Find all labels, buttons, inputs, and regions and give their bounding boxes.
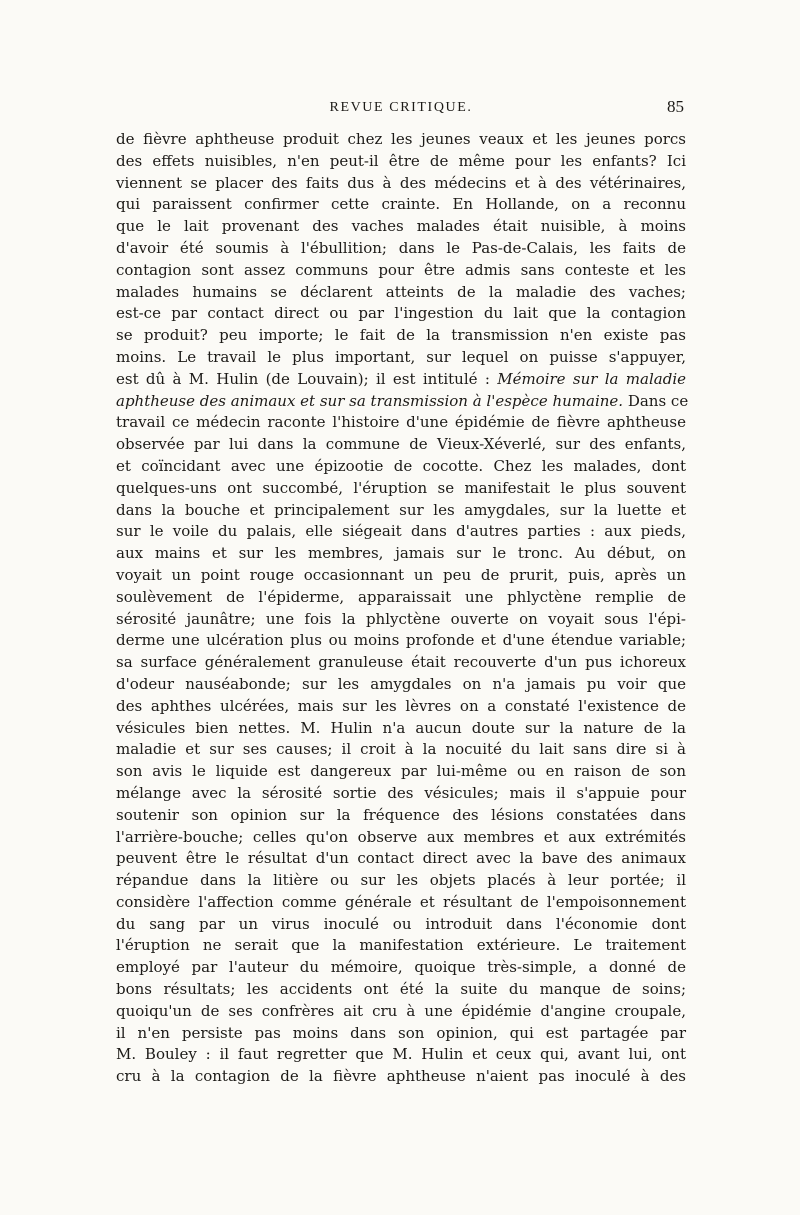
running-head (118, 97, 684, 122)
text-line (116, 718, 686, 740)
text-line (116, 914, 686, 936)
text-line (116, 979, 686, 1001)
text-segment: répandue dans la litière ou sur les objets placés à leur portée; il (116, 871, 686, 890)
text-line (116, 935, 686, 957)
running-title: REVUE CRITIQUE. (329, 100, 473, 115)
text-segment: quelques-uns ont succombé, l'éruption se manifestait le plus souvent (116, 478, 686, 497)
text-line (116, 827, 686, 849)
text-line (116, 260, 686, 282)
text-line (116, 1066, 686, 1088)
text-segment: dans la bouche et principalement sur les amygdales, sur la luette et (116, 500, 686, 519)
text-segment: mélange avec la sérosité sortie des vésicules; mais il s'appuie pour (116, 783, 686, 802)
text-line (116, 630, 686, 652)
text-segment: il n'en persiste pas moins dans son opinion, qui est partagée par (116, 1023, 686, 1042)
text-segment: sur le voile du palais, elle siégeait dans d'autres parties : aux pieds, (116, 522, 686, 541)
text-line (116, 1044, 686, 1066)
text-line (116, 609, 686, 631)
text-line (116, 282, 686, 304)
text-segment: quoiqu'un de ses confrères ait cru à une épidémie d'angine croupale, (116, 1001, 686, 1020)
text-line (116, 521, 686, 543)
text-line (116, 957, 686, 979)
text-segment: peuvent être le résultat d'un contact direct avec la bave des animaux (116, 849, 686, 868)
text-line (116, 565, 686, 587)
text-segment: bons résultats; les accidents ont été la suite du manque de soins; (116, 980, 686, 999)
text-line (116, 783, 686, 805)
text-line (116, 151, 686, 173)
text-segment: que le lait provenant des vaches malades était nuisible, à moins (116, 217, 686, 236)
text-line (116, 478, 686, 500)
text-line (116, 303, 686, 325)
text-segment: voyait un point rouge occasionnant un peu de prurit, puis, après un (116, 565, 686, 584)
text-segment: des effets nuisibles, n'en peut-il être de même pour les enfants? Ici (116, 151, 686, 170)
text-line (116, 587, 686, 609)
text-line (116, 173, 686, 195)
text-line (116, 805, 686, 827)
text-segment: soulèvement de l'épiderme, apparaissait une phlyctène remplie de (116, 587, 686, 606)
text-segment: travail ce médecin raconte l'histoire d'une épidémie de fièvre aphtheuse (116, 413, 686, 432)
text-segment: soutenir son opinion sur la fréquence des lésions constatées dans (116, 805, 686, 824)
text-line (116, 216, 686, 238)
text-segment: considère l'affection comme générale et résultant de l'empoisonnement (116, 892, 686, 911)
text-line (116, 500, 686, 522)
text-segment: et coïncidant avec une épizootie de cocotte. Chez les malades, dont (116, 456, 686, 475)
text-segment: cru à la contagion de la fièvre aphtheuse n'aient pas inoculé à des (116, 1067, 686, 1086)
text-line (116, 674, 686, 696)
text-segment: malades humains se déclarent atteints de la maladie des vaches; (116, 282, 686, 301)
text-segment: moins. Le travail le plus important, sur lequel on puisse s'appuyer, (116, 347, 686, 366)
text-line (116, 347, 686, 369)
text-segment: du sang par un virus inoculé ou introduit dans l'économie dont (116, 914, 686, 933)
text-line (116, 1023, 686, 1045)
text-line (116, 870, 686, 892)
text-line (116, 129, 686, 151)
text-segment: maladie et sur ses causes; il croit à la nocuité du lait sans dire si à (116, 740, 686, 759)
text-segment: d'avoir été soumis à l'ébullition; dans le Pas-de-Calais, les faits de (116, 238, 686, 257)
text-segment: l'éruption ne serait que la manifestation extérieure. Le traitement (116, 936, 686, 955)
italic-title: Mémoire sur la maladie (497, 369, 686, 388)
text-segment: l'arrière-bouche; celles qu'on observe aux membres et aux extrémités (116, 827, 686, 846)
text-segment: sérosité jaunâtre; une fois la phlyctène ouverte on voyait sous l'épi- (116, 609, 686, 628)
text-segment: contagion sont assez communs pour être admis sans conteste et les (116, 260, 686, 279)
text-segment: sa surface généralement granuleuse était recouverte d'un pus ichoreux (116, 653, 686, 672)
text-line (116, 543, 686, 565)
text-line (116, 696, 686, 718)
text-segment: viennent se placer des faits dus à des médecins et à des vétérinaires, (116, 173, 686, 192)
text-segment: son avis le liquide est dangereux par lui-même ou en raison de son (116, 762, 686, 781)
text-segment: qui paraissent confirmer cette crainte. En Hollande, on a reconnu (116, 195, 686, 214)
text-line (116, 652, 686, 674)
text-line (116, 391, 689, 413)
body-text (116, 129, 689, 1088)
text-segment: M. Bouley : il faut regretter que M. Hulin et ceux qui, avant lui, ont (116, 1045, 686, 1064)
text-line (116, 848, 686, 870)
text-line (116, 238, 686, 260)
text-line (116, 194, 686, 216)
text-segment: des aphthes ulcérées, mais sur les lèvres on a constaté l'existence de (116, 696, 686, 715)
text-line (116, 325, 686, 347)
text-segment: est-ce par contact direct ou par l'ingestion du lait que la contagion (116, 304, 686, 323)
text-segment: d'odeur nauséabonde; sur les amygdales on n'a jamais pu voir que (116, 674, 686, 693)
text-line (116, 369, 686, 391)
italic-title: aphtheuse des animaux et sur sa transmission à l'espèce humaine. (116, 391, 624, 410)
text-line (116, 456, 686, 478)
text-line (116, 761, 686, 783)
text-segment: derme une ulcération plus ou moins profonde et d'une étendue variable; (116, 631, 686, 650)
text-line (116, 892, 686, 914)
text-segment: aux mains et sur les membres, jamais sur le tronc. Au début, on (116, 544, 686, 563)
text-segment: de fièvre aphtheuse produit chez les jeunes veaux et les jeunes porcs (116, 130, 686, 148)
page-number: 85 (667, 97, 684, 116)
text-line (116, 412, 686, 434)
text-segment: est dû à M. Hulin (de Louvain); il est intitulé : (116, 369, 498, 388)
text-segment: Dans ce (623, 391, 689, 410)
text-segment: employé par l'auteur du mémoire, quoique très-simple, a donné de (116, 958, 686, 977)
text-line (116, 739, 686, 761)
text-segment: vésicules bien nettes. M. Hulin n'a aucun doute sur la nature de la (116, 718, 686, 737)
text-line (116, 434, 686, 456)
text-line (116, 1001, 686, 1023)
text-segment: se produit? peu importe; le fait de la transmission n'en existe pas (116, 326, 686, 345)
text-segment: observée par lui dans la commune de Vieux-Xéverlé, sur des enfants, (116, 435, 686, 454)
